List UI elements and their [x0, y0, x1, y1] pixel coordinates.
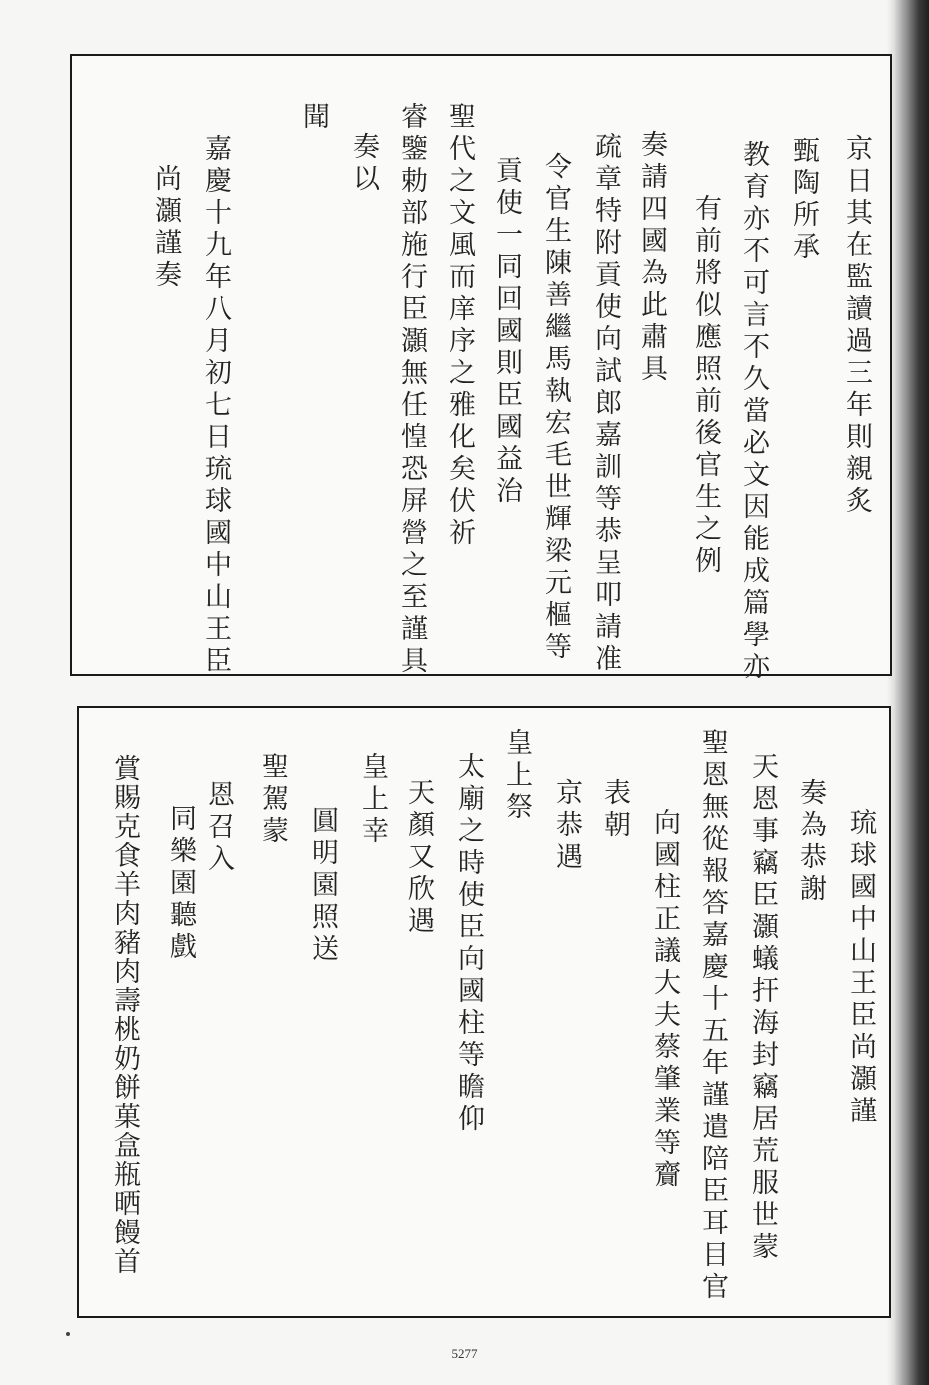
- bottom-column-10: 天顏又欣遇: [403, 778, 434, 938]
- top-column-4: 有前將似應照前後官生之例: [690, 194, 721, 578]
- margin-dot: [66, 1332, 70, 1336]
- bottom-column-16: 賞賜克食羊肉豬肉壽桃奶餅菓盒瓶晒饅首: [109, 754, 140, 1276]
- top-column-2: 甄陶所承: [788, 136, 819, 264]
- bottom-column-8: 皇上祭: [501, 728, 532, 824]
- bottom-column-1: 琉球國中山王臣尚灝謹: [845, 808, 876, 1128]
- page-number: 5277: [451, 1346, 478, 1361]
- top-manuscript-panel: [70, 54, 892, 684]
- bottom-column-12: 圓明園照送: [307, 806, 338, 966]
- bottom-column-2: 奏為恭謝: [795, 778, 826, 906]
- page-binding-edge: [895, 0, 929, 1385]
- top-column-5: 奏請四國為此肅具: [636, 130, 667, 386]
- bottom-column-6: 表朝: [599, 778, 630, 842]
- top-column-10: 睿鑒勅部施行臣灝無任惶恐屏營之至謹具: [396, 102, 427, 678]
- bottom-column-15: 同樂園聽戲: [165, 804, 196, 964]
- bottom-column-11: 皇上幸: [357, 752, 388, 848]
- bottom-column-4: 向國柱正議大夫蔡肇業等齎: [649, 808, 680, 1192]
- top-column-6: 疏章特附貢使向試郎嘉訓等恭呈叩請准: [590, 132, 621, 676]
- bottom-column-13: 聖駕蒙: [257, 752, 288, 848]
- top-column-12: 聞: [298, 102, 329, 134]
- bottom-column-9: 太廟之時使臣向國柱等瞻仰: [453, 752, 484, 1136]
- bottom-column-14: 恩召入: [203, 780, 234, 876]
- top-column-11: 奏以: [348, 132, 379, 196]
- bottom-column-5: 聖恩無從報答嘉慶十五年謹遣陪臣耳目官: [697, 728, 728, 1304]
- top-column-14: 尚灝謹奏: [150, 164, 181, 292]
- top-column-13: 嘉慶十九年八月初七日琉球國中山王臣: [200, 134, 231, 678]
- bottom-column-7: 京恭遇: [551, 778, 582, 874]
- top-column-8: 貢使一同回國則臣國益治: [491, 156, 522, 508]
- top-column-9: 聖代之文風而庠序之雅化矣伏祈: [444, 102, 475, 550]
- top-column-7: 令官生陳善繼馬執宏毛世輝梁元樞等: [540, 152, 571, 664]
- bottom-manuscript-panel: [77, 706, 891, 1318]
- bottom-column-3: 天恩事竊臣灝蟻扞海封竊居荒服世蒙: [747, 752, 778, 1264]
- top-column-3: 教育亦不可言不久當必文因能成篇學亦: [738, 140, 769, 684]
- top-column-1: 京日其在監讀過三年則親炙: [841, 134, 872, 518]
